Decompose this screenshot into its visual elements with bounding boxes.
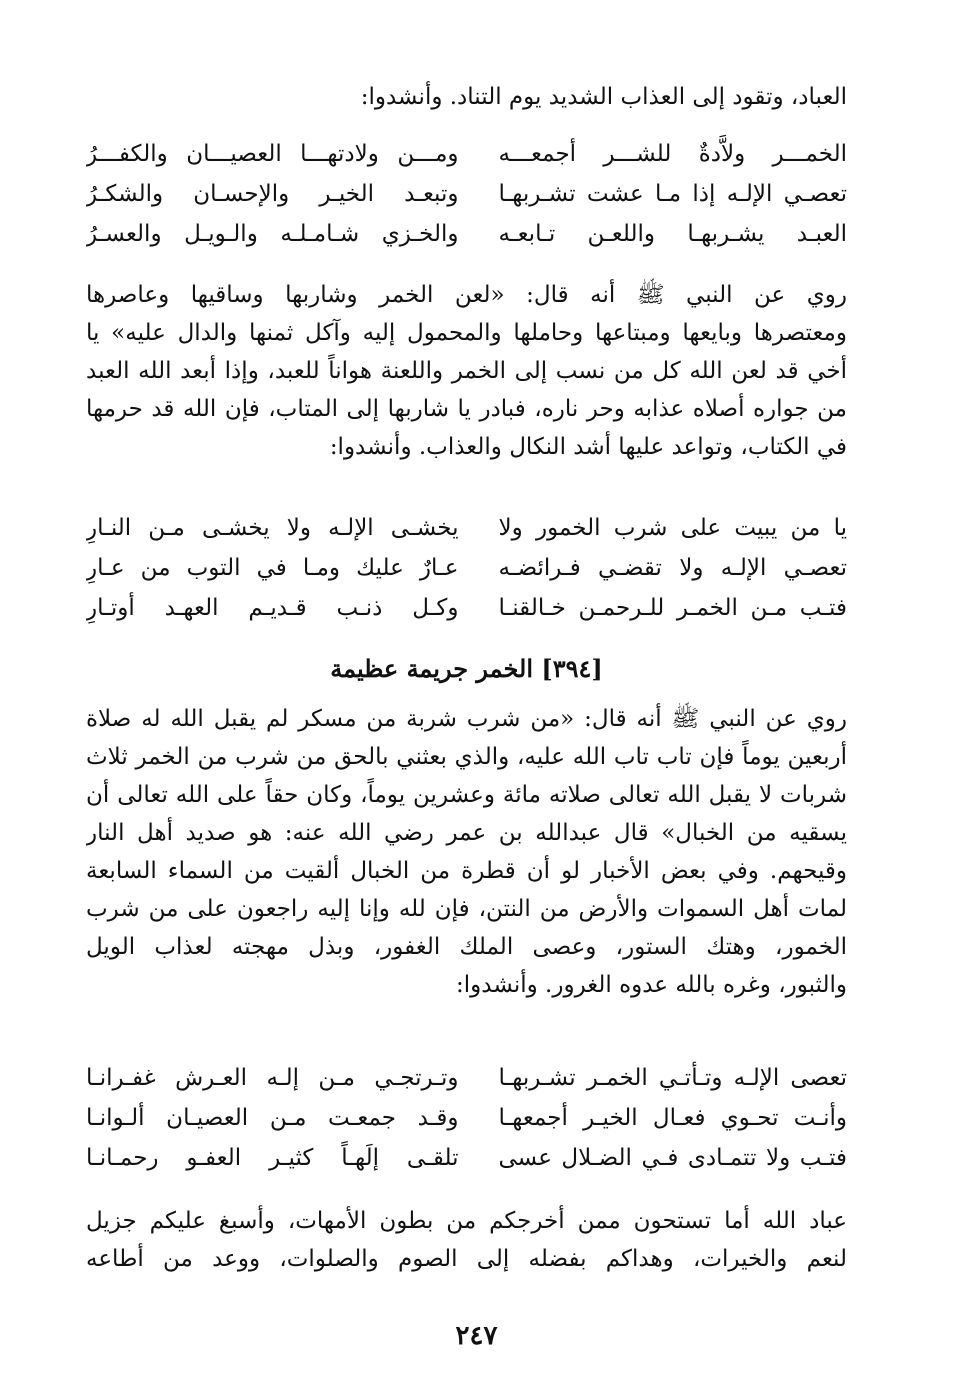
verse <box>86 174 847 214</box>
verse-first-hemistich: فتـب ولا تتمـادى فـي الضـلال عسى <box>498 1145 847 1171</box>
paragraph-line: وقيحهم. وفي بعض الأخبار لو أن قطرة من الخبال ألقيت من السماء السابعة <box>86 858 847 884</box>
paragraph-line: في الكتاب، وتواعد عليها أشد النكال والعذاب. وأنشدوا: <box>329 434 847 460</box>
verse <box>86 214 847 254</box>
section-heading: [٣٩٤] الخمر جريمة عظيمة <box>330 654 603 683</box>
verse <box>86 508 847 548</box>
verse-first-hemistich: تعصـي الإلـه ولا تقضـي فـرائضـه <box>498 555 847 581</box>
verse-first-hemistich: وأنـت تحـوي فعـال الخيـر أجمعهـا <box>498 1105 847 1131</box>
paragraph-line: ومعتصرها وبايعها ومبتاعها وحاملها والمحمول إليه وآكل ثمنها والدال عليه» يا <box>86 320 847 346</box>
paragraph-line: عباد الله أما تستحون ممن أخرجكم من بطون الأمهات، وأسبغ عليكم جزيل <box>86 1208 847 1234</box>
intro-paragraph <box>86 78 847 116</box>
verse <box>86 1058 847 1098</box>
paragraph-line: لنعم والخيرات، وهداكم بفضله إلى الصوم والصلوات، ووعد من أطاعه <box>86 1246 847 1272</box>
poem-1 <box>86 134 847 254</box>
verse <box>86 134 847 174</box>
paragraph-line: روي عن النبي ﷺ أنه قال: «من شرب شربة من مسكر لم يقبل الله له صلاة <box>86 706 847 732</box>
verse-first-hemistich: يا من يبيت على شرب الخمور ولا <box>498 515 847 541</box>
verse <box>86 1098 847 1138</box>
paragraph-line: روي عن النبي ﷺ أنه قال: «لعن الخمر وشاربها وساقيها وعاصرها <box>86 282 847 308</box>
verse-second-hemistich: تلقـى إلَهـاً كثيـر العفـو رحمـانـا <box>86 1145 459 1171</box>
closing-paragraph <box>86 1202 847 1278</box>
verse-second-hemistich: وتبعـد الخيـر والإحسـان والشكـرُ <box>86 181 459 207</box>
verse-first-hemistich: الخمـــر ولاَّدةٌ للشـــر أجمعـــه <box>498 141 847 167</box>
verse-second-hemistich: والخـزي شـامـلـه والـويـل والعسـرُ <box>86 221 459 247</box>
verse-second-hemistich: وتـرتجـي مـن إلـه العـرش غفـرانـا <box>86 1065 459 1091</box>
paragraph-line: والثبور، وغره بالله عدوه الغرور. وأنشدوا: <box>456 972 847 998</box>
paragraph-line: شربات لا يقبل الله تعالى صلاته مائة وعشرين يوماً، وكان حقاً على الله تعالى أن <box>86 782 847 808</box>
paragraph-line: من جواره أصلاه عذابه وحر ناره، فبادر يا شاربها إلى المتاب، فإن الله قد حرمها <box>86 396 847 422</box>
verse-second-hemistich: ومـــن ولادتهـــا العصيـــان والكفـــرُ <box>86 141 459 167</box>
verse-first-hemistich: العبـد يشـربهـا واللعـن تـابعـه <box>498 221 847 247</box>
paragraph-line: أخي قد لعن الله كل من نسب إلى الخمر واللعنة هواناً للعبد، وإذا أبعد الله العبد <box>86 358 847 384</box>
verse-first-hemistich: تعصى الإلـه وتـأتـي الخمـر تشـربهـا <box>498 1065 847 1091</box>
paragraph-line: يسقيه من الخبال» قال عبدالله بن عمر رضي الله عنه: هو صديد أهل النار <box>86 820 847 846</box>
page-number: ٢٤٧ <box>455 1321 498 1351</box>
verse-second-hemistich: عـارٌ عليك ومـا في التوب من عـارِ <box>86 555 459 581</box>
verse <box>86 588 847 628</box>
verse-second-hemistich: وقـد جمعـت مـن العصيـان ألـوانـا <box>86 1105 459 1131</box>
verse-second-hemistich: وكـل ذنـب قـديـم العهـد أوتـارِ <box>86 595 459 621</box>
verse-first-hemistich: تعصـي الإلـه إذا مـا عشت تشـربهـا <box>498 181 847 207</box>
verse-first-hemistich: فتـب مـن الخمـر للـرحمـن خـالقنـا <box>498 595 847 621</box>
poem-3 <box>86 1058 847 1178</box>
paragraph-line: الخمور، وهتك الستور، وعصى الملك الغفور، وبذل مهجته لعذاب الويل <box>86 934 847 960</box>
verse-second-hemistich: يخشـى الإلـه ولا يخشـى مـن النـارِ <box>86 515 459 541</box>
paragraph-1 <box>86 276 847 466</box>
paragraph-line: أربعين يوماً فإن تاب تاب الله عليه، والذي بعثني بالحق من شرب من الخمر ثلاث <box>86 744 847 770</box>
section-paragraph <box>86 700 847 1004</box>
paragraph-line: لمات أهل السموات والأرض من النتن، فإن لله وإنا إليه راجعون على من شرب <box>86 896 847 922</box>
verse <box>86 548 847 588</box>
paragraph-line: العباد، وتقود إلى العذاب الشديد يوم التناد. وأنشدوا: <box>360 84 847 110</box>
verse <box>86 1138 847 1178</box>
poem-2 <box>86 508 847 628</box>
